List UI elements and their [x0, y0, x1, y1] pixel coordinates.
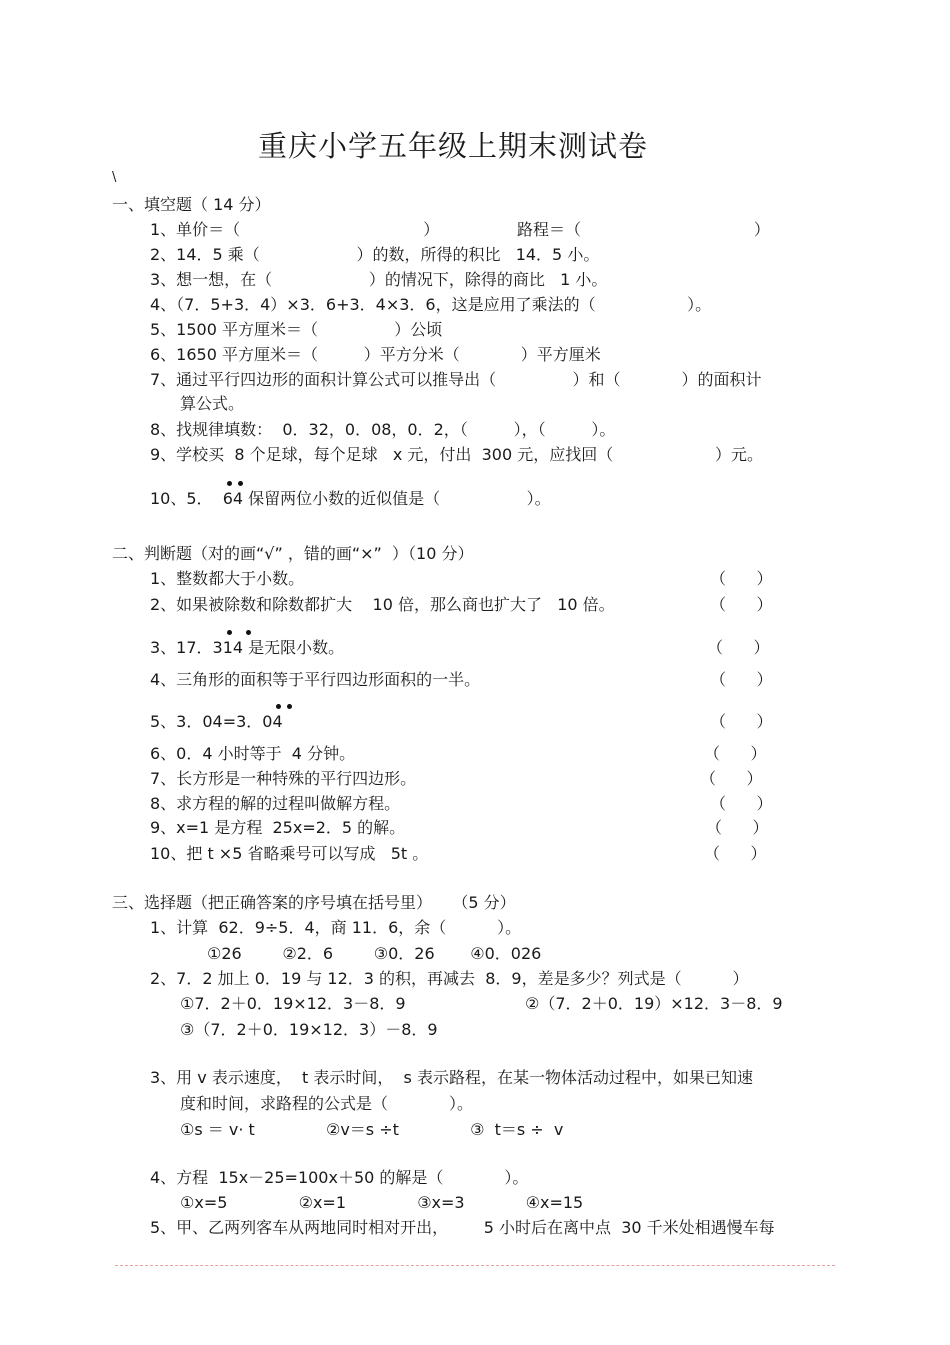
s1-q7-line1: 7、通过平行四边形的面积计算公式可以推导出（ ）和（ ）的面积计: [150, 370, 762, 389]
section2-heading: 二、判断题（对的画“√” ，错的画“×” ）（10 分）: [112, 544, 474, 563]
page-title: 重庆小学五年级上期末测试卷: [257, 129, 648, 163]
s1-q6: 6、1650 平方厘米＝（ ）平方分米（ ）平方厘米: [150, 345, 601, 364]
s3-q2: 2、7．2 加上 0．19 与 12．3 的积，再减去 8．9，差是多少？列式是（ ）: [150, 969, 749, 988]
s3-q1-options: ①26 ②2．6 ③0．26 ④0．026: [207, 944, 542, 963]
s3-q1: 1、计算 62．9÷5．4，商 11．6，余（ ）。: [150, 918, 522, 937]
answer-paren: （ ）: [704, 744, 767, 763]
s3-q4: 4、方程 15x－25=100x＋50 的解是（ ）。: [150, 1168, 529, 1187]
repeating-dot: [227, 630, 232, 635]
s3-q2-option2: ②（7．2＋0．19）×12．3－8．9: [525, 994, 783, 1013]
s2-item-10: 10、把 t ×5 省略乘号可以写成 5t 。: [150, 844, 429, 863]
s2-item-1: 1、整数都大于小数。: [150, 569, 305, 588]
s1-q2: 2、14．5 乘（ ）的数，所得的积比 14．5 小。: [150, 245, 600, 264]
s2-item-7: 7、长方形是一种特殊的平行四边形。: [150, 769, 417, 788]
answer-paren: （ ）: [700, 769, 763, 788]
repeating-dot: [276, 704, 281, 709]
s3-q4-options: ①x=5 ②x=1 ③x=3 ④x=15: [180, 1193, 584, 1212]
answer-paren: （ ）: [710, 569, 773, 588]
s3-q3-line1: 3、用 v 表示速度， t 表示时间， s 表示路程，在某一物体活动过程中，如果已知速: [150, 1068, 753, 1087]
s1-q10: 10、5． 64 保留两位小数的近似值是（ ）。: [150, 489, 551, 508]
s3-q3-line2: 度和时间，求路程的公式是（ ）。: [180, 1094, 474, 1113]
s1-q1-price: 1、单价＝（ ）: [150, 220, 440, 239]
answer-paren: （ ）: [710, 670, 773, 689]
answer-paren: （ ）: [704, 844, 767, 863]
answer-paren: （ ）: [706, 818, 769, 837]
s2-item-2: 2、如果被除数和除数都扩大 10 倍，那么商也扩大了 10 倍。: [150, 595, 615, 614]
repeating-dot: [227, 481, 232, 486]
repeating-dot: [287, 704, 292, 709]
answer-paren: （ ）: [707, 638, 770, 657]
s1-q7-line2: 算公式。: [180, 394, 245, 413]
s3-q2-option3: ③（7．2＋0．19×12．3）－8．9: [180, 1020, 438, 1039]
s2-item-4: 4、三角形的面积等于平行四边形面积的一半。: [150, 670, 481, 689]
answer-paren: （ ）: [710, 595, 773, 614]
page-footer-divider: [115, 1265, 835, 1266]
s1-q3: 3、想一想，在（ ）的情况下，除得的商比 1 小。: [150, 270, 608, 289]
repeating-dot: [238, 481, 243, 486]
s2-item-8: 8、求方程的解的过程叫做解方程。: [150, 794, 401, 813]
answer-paren: （ ）: [710, 712, 773, 731]
s2-item-5: 5、3．04=3．04: [150, 712, 283, 731]
s1-q8: 8、找规律填数： 0．32，0．08，0．2，（ ），（ ）。: [150, 420, 616, 439]
s2-item-6: 6、0．4 小时等于 4 分钟。: [150, 744, 356, 763]
section1-heading: 一、填空题（ 14 分）: [112, 195, 271, 214]
section3-heading: 三、选择题（把正确答案的序号填在括号里） （5 分）: [112, 893, 516, 912]
s3-q2-option1: ①7．2＋0．19×12．3－8．9: [180, 994, 406, 1013]
s3-q3-options: ①s ＝ v· t ②v＝s ÷t ③ t＝s ÷ v: [180, 1120, 564, 1139]
s1-q9: 9、学校买 8 个足球，每个足球 x 元，付出 300 元，应找回（ ）元。: [150, 445, 763, 464]
s1-q5: 5、1500 平方厘米＝（ ）公顷: [150, 320, 443, 339]
s2-item-3: 3、17．314 是无限小数。: [150, 638, 345, 657]
s3-q5: 5、甲、乙两列客车从两地同时相对开出， 5 小时后在离中点 30 千米处相遇慢车每: [150, 1218, 775, 1237]
s1-q1-distance: 路程＝（ ）: [517, 220, 770, 239]
s1-q4: 4、（7．5+3．4）×3．6+3．4×3．6，这是应用了乘法的（ ）。: [150, 295, 712, 314]
s2-item-9: 9、x=1 是方程 25x=2．5 的解。: [150, 818, 406, 837]
repeating-dot: [246, 630, 251, 635]
stray-mark: \: [112, 170, 117, 185]
answer-paren: （ ）: [710, 794, 773, 813]
